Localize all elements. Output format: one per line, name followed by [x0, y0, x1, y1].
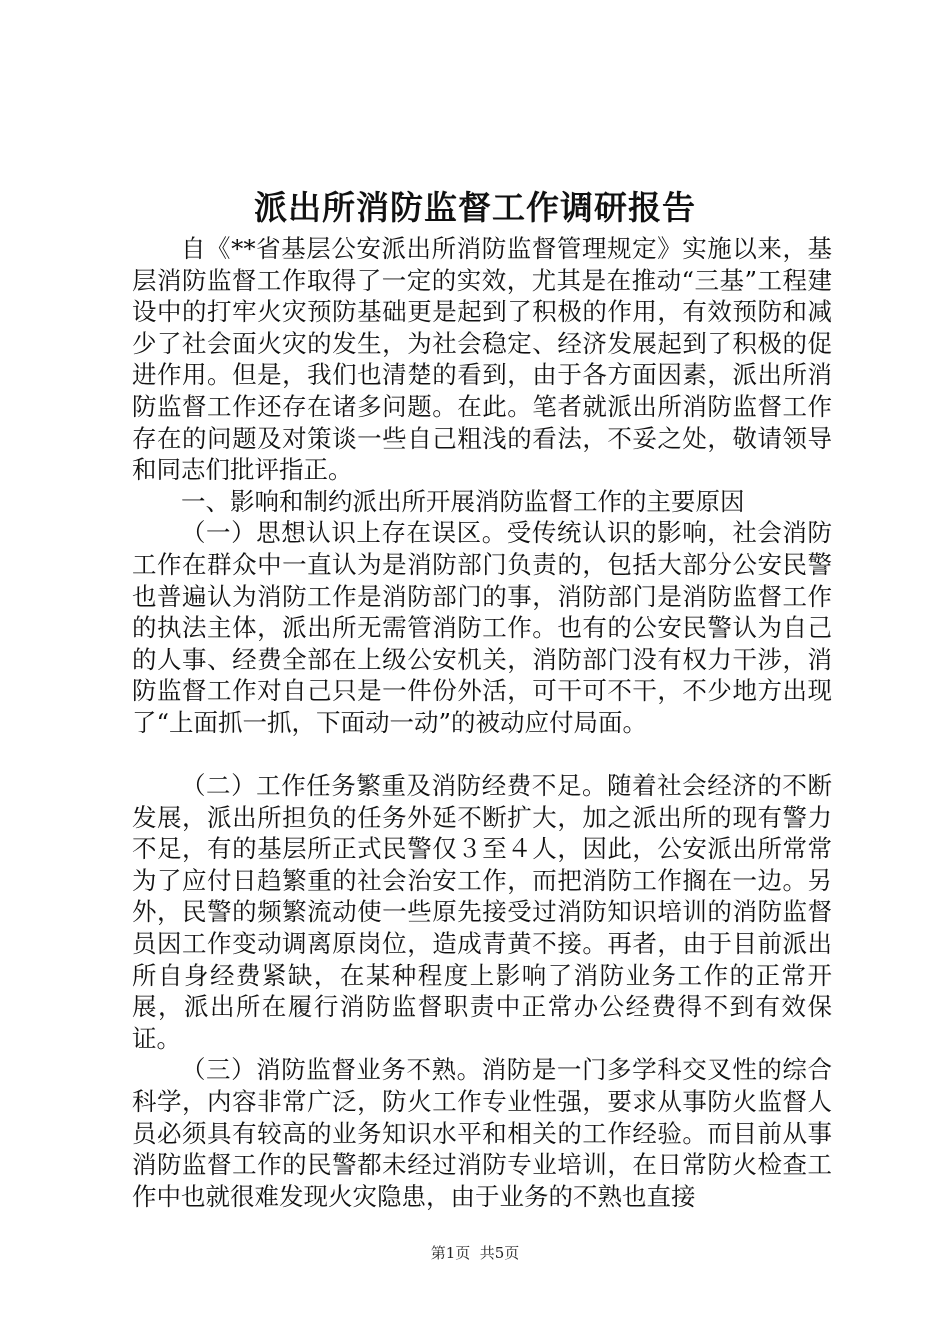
intro-paragraph: 自《**省基层公安派出所消防监督管理规定》实施以来，基层消防监督工作取得了一定的实效，尤其是在推动“三基”工程建设中的打牢火灾预防基础更是起到了积极的作用，有效预防和减少了社会面火灾的发生，为社会稳定、经济发展起到了积极的促进作用。但是，我们也清楚的看到，由于各方面因素，派出所消防监督工作还存在诸多问题。在此。笔者就派出所消防监督工作存在的问题及对策谈一些自己粗浅的看法，不妥之处，敬请领导和同志们批评指正。	[132, 234, 832, 485]
subsection-paragraph-2: （二）工作任务繁重及消防经费不足。随着社会经济的不断发展，派出所担负的任务外延不断扩大，加之派出所的现有警力不足，有的基层所正式民警仅３至４人，因此，公安派出所常常为了应付日趋繁重的社会治安工作，而把消防工作搁在一边。另外，民警的频繁流动使一些原先接受过消防知识培训的消防监督员因工作变动调离原岗位，造成青黄不接。再者，由于目前派出所自身经费紧缺，在某种程度上影响了消防业务工作的正常开展，派出所在履行消防监督职责中正常办公经费得不到有效保证。	[132, 771, 832, 1053]
section-heading: 一、影响和制约派出所开展消防监督工作的主要原因	[181, 486, 745, 516]
page-number-label: 第1页 共5页	[430, 1244, 520, 1262]
paragraph-gap	[132, 739, 832, 771]
document-title: 派出所消防监督工作调研报告	[254, 188, 696, 227]
subsection-paragraph-1: （一）思想认识上存在误区。受传统认识的影响，社会消防工作在群众中一直认为是消防部门负责的，包括大部分公安民警也普遍认为消防工作是消防部门的事，消防部门是消防监督工作的执法主体，派出所无需管消防工作。也有的公安民警认为自己的人事、经费全部在上级公安机关，消防部门没有权力干涉，消防监督工作对自己只是一件份外活，可干可不干，不少地方出现了“上面抓一抓，下面动一动”的被动应付局面。	[132, 518, 832, 737]
document-body	[132, 233, 832, 1212]
subsection-paragraph-3: （三）消防监督业务不熟。消防是一门多学科交叉性的综合科学，内容非常广泛，防火工作专业性强，要求从事防火监督人员必须具有较高的业务知识水平和相关的工作经验。而目前从事消防监督工作的民警都未经过消防专业培训，在日常防火检查工作中也就很难发现火灾隐患，由于业务的不熟也直接	[132, 1055, 832, 1211]
page-footer	[0, 1243, 950, 1263]
